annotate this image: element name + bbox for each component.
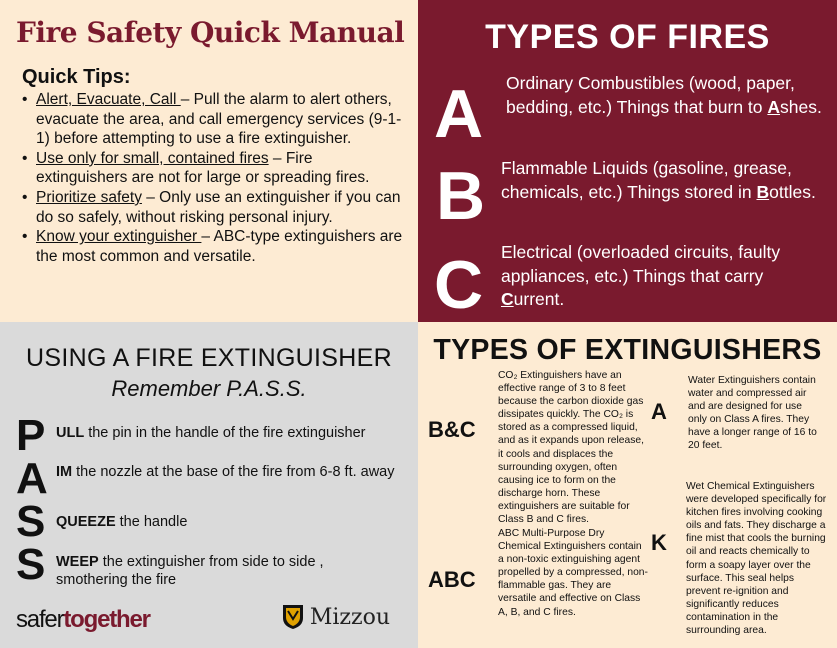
tip-text: – ABC-type extinguishers are the most common and versatile. xyxy=(36,228,403,265)
mizzou-text: Mizzou xyxy=(309,604,390,630)
tip-item xyxy=(22,149,406,188)
bullet-icon: • xyxy=(22,149,28,167)
fire-class-desc: Ordinary Combustibles (wood, paper, bedding, etc.) Things that burn to Ashes. xyxy=(506,73,822,117)
bullet-icon: • xyxy=(22,188,28,206)
fire-class-c xyxy=(418,241,837,321)
pass-letter: P xyxy=(16,411,46,460)
bullet-icon: • xyxy=(22,228,28,246)
fire-class-highlight: B xyxy=(756,181,770,202)
safer-together-logo: safertogether xyxy=(16,606,150,633)
extinguisher-code-bc: B&C xyxy=(428,417,476,442)
pass-step-text: WEEP the extinguisher from side to side , smothering the fire xyxy=(56,554,324,588)
mizzou-logo xyxy=(282,604,390,630)
fire-class-highlight: C xyxy=(501,289,514,309)
extinguisher-desc-water: Water Extinguishers contain water and compressed air and are designed for use only on Class A fires. They have a longer range of 16 to 20 feet. xyxy=(688,375,817,452)
manual-title: Fire Safety Quick Manual xyxy=(16,16,405,49)
fire-class-letter: B xyxy=(436,158,486,234)
fire-types-panel xyxy=(418,0,837,322)
extinguisher-types-panel xyxy=(418,322,837,648)
pass-step-text: IM the nozzle at the base of the fire from 6-8 ft. away xyxy=(56,464,395,480)
tip-text: – Pull the alarm to alert others, evacuate the area, and call emergency services (9-1-1) before attempting to use a fire extinguisher. xyxy=(36,91,402,148)
mizzou-shield-icon xyxy=(282,604,304,630)
fire-class-desc: Electrical (overloaded circuits, faulty appliances, etc.) Things that carry Current. xyxy=(501,242,781,309)
extinguisher-code-k: K xyxy=(651,530,667,555)
tips-list xyxy=(22,90,406,266)
fire-class-a xyxy=(418,70,837,150)
extinguisher-desc-co2: CO₂ Extinguishers have an effective range of 3 to 8 feet because the carbon dioxide gas dissipates quickly. The CO₂ is stored as a compressed liquid, and as it expands upon release, it cools and displaces the surrounding oxygen, often causing ice to form on the discharge horn. These extinguishers are suitable for Class B and C fires. xyxy=(498,370,644,526)
fire-class-letter: A xyxy=(434,76,484,152)
tips-heading: Quick Tips: xyxy=(22,66,131,88)
quick-tips-panel xyxy=(0,0,418,322)
pass-step-text: QUEEZE the handle xyxy=(56,514,188,530)
tip-item xyxy=(22,227,406,266)
pass-letter: S xyxy=(16,540,46,589)
pass-step-text: ULL the pin in the handle of the fire extinguisher xyxy=(56,425,366,441)
using-extinguisher-panel xyxy=(0,322,418,648)
tip-lead: Prioritize safety xyxy=(36,188,142,206)
pass-letter: S xyxy=(16,497,46,546)
tip-text: – Fire extinguishers are not for large or spreading fires. xyxy=(36,149,370,187)
tip-item xyxy=(22,90,406,149)
fire-class-highlight: A xyxy=(767,96,781,117)
bullet-icon: • xyxy=(22,91,28,108)
extinguisher-desc-wet-chemical: Wet Chemical Extinguishers were developed specifically for kitchen fires involving cooking oils and fats. They discharge a fine mist that cools the burning oil and reacts chemically to form a soapy layer over the surface. This seal helps prevent re-ignition and significantly reduces contamination in the surrounding area. xyxy=(686,481,827,637)
extinguisher-code-abc: ABC xyxy=(428,567,476,592)
pass-subtitle: Remember P.A.S.S. xyxy=(111,376,307,401)
tip-lead: Know your extinguisher xyxy=(36,228,202,246)
tip-lead: Alert, Evacuate, Call xyxy=(36,91,181,108)
fire-types-title: TYPES OF FIRES xyxy=(485,18,770,56)
tip-item xyxy=(22,188,406,227)
fire-class-letter: C xyxy=(434,247,484,322)
pass-letter: A xyxy=(16,454,48,503)
fire-class-desc: Flammable Liquids (gasoline, grease, chemicals, etc.) Things stored in Bottles. xyxy=(501,158,816,202)
extinguisher-code-a: A xyxy=(651,399,667,424)
extinguisher-types-title: TYPES OF EXTINGUISHERS xyxy=(433,334,822,366)
tip-lead: Use only for small, contained fires xyxy=(36,149,269,167)
using-title: USING A FIRE EXTINGUISHER xyxy=(26,344,392,372)
tip-text: – Only use an extinguisher if you can do so safely, without risking personal injury. xyxy=(36,188,401,226)
extinguisher-desc-dry-chemical: ABC Multi-Purpose Dry Chemical Extinguishers contain a non-toxic extinguishing agent propelled by a compressed, non-flammable gas. They are versatile and effective on Class A, B, and C fires. xyxy=(498,528,648,618)
fire-class-b xyxy=(418,156,837,236)
